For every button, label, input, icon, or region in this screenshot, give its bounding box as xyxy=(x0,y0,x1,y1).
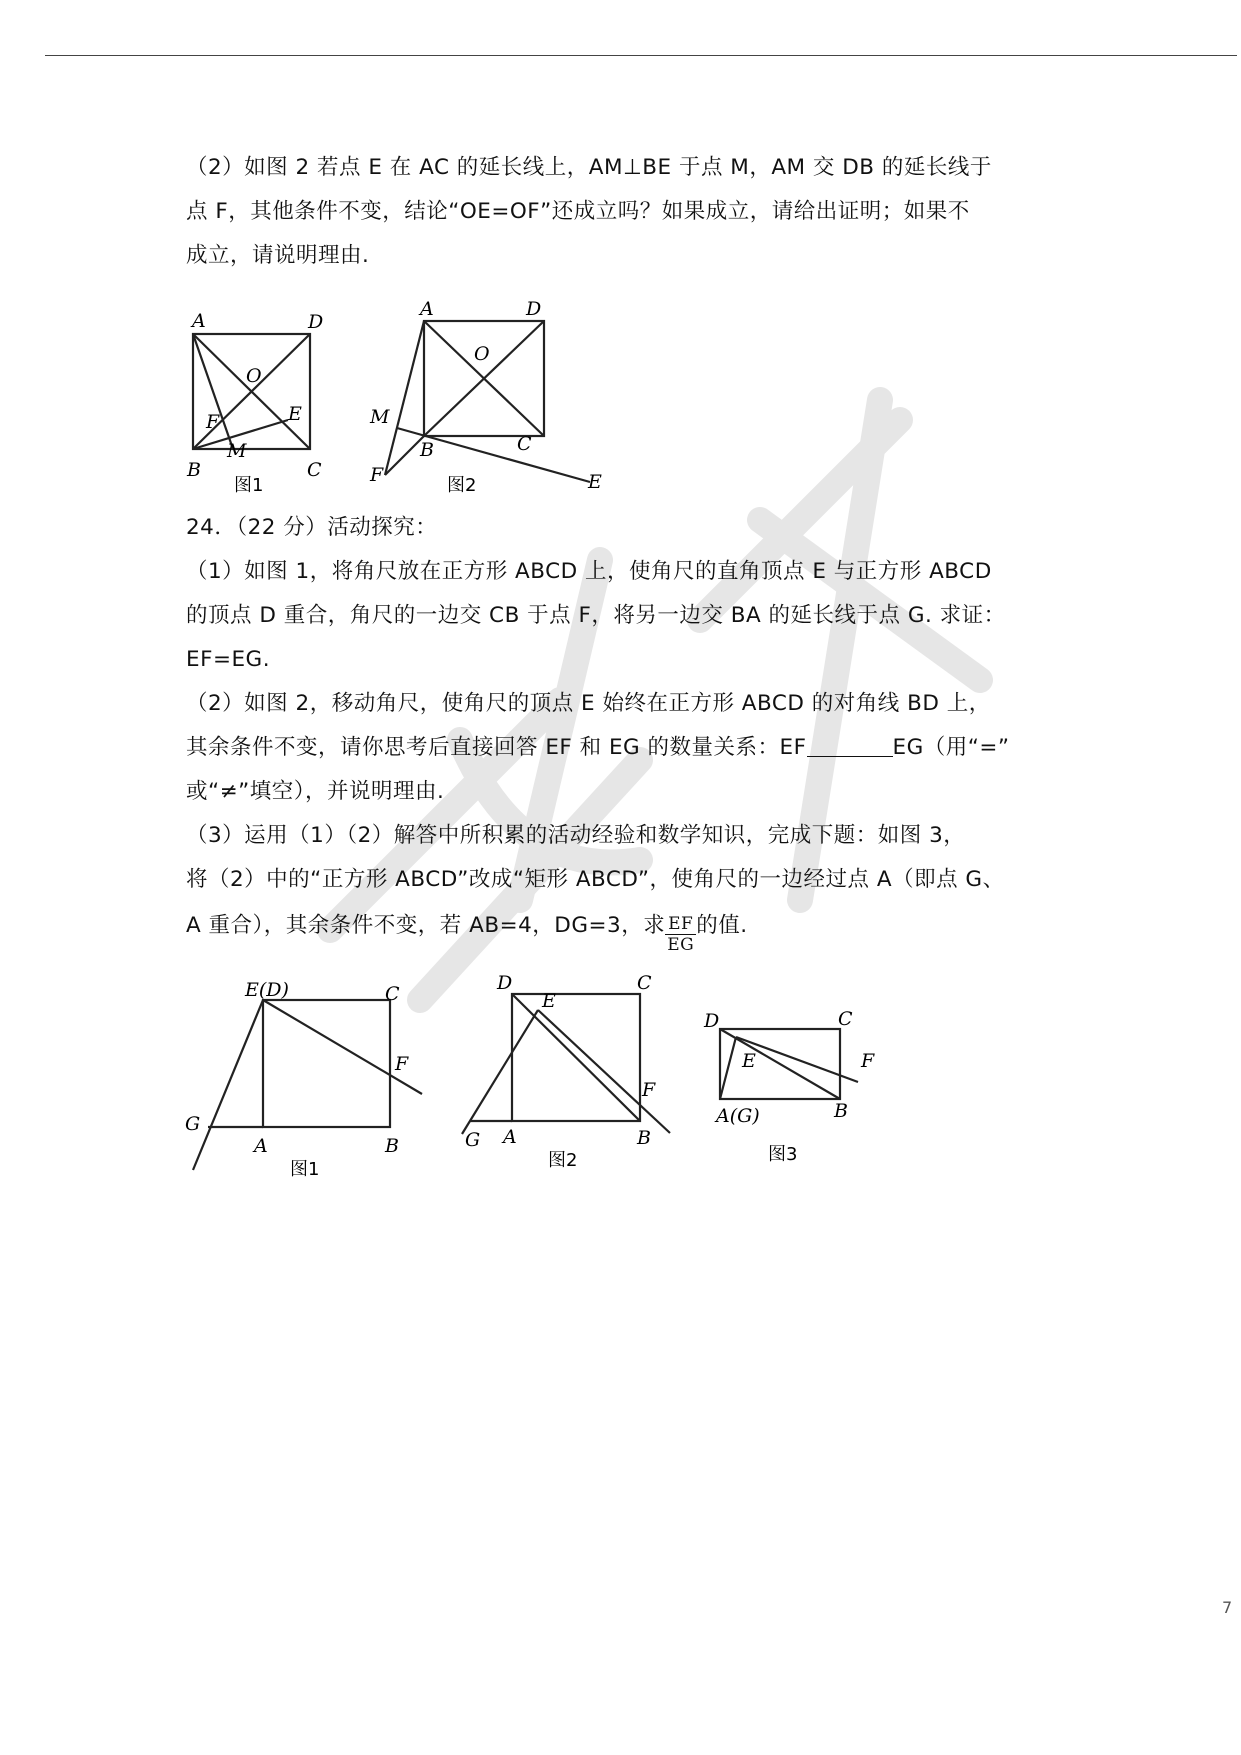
bfig3-caption: 图3 xyxy=(768,1144,798,1165)
fig1-label-C: C xyxy=(307,459,322,481)
q24-p3-line2: 将（2）中的“正方形 ABCD”改成“矩形 ABCD”，使角尺的一边经过点 A（即点 G、 xyxy=(186,867,1005,892)
fraction-numerator: EF xyxy=(665,914,696,935)
bfig3-label-B: B xyxy=(834,1100,848,1122)
q24-title: 24．（22 分）活动探究： xyxy=(186,515,438,540)
q23-line3: 成立，请说明理由. xyxy=(186,243,370,268)
fig1-label-B: B xyxy=(187,459,201,481)
bottom-figures xyxy=(170,970,890,1195)
q24-p2-line2-a: 其余条件不变，请你思考后直接回答 EF 和 EG 的数量关系：EF xyxy=(186,735,807,760)
bfig1-caption: 图1 xyxy=(290,1159,320,1180)
fraction-denominator: EG xyxy=(667,934,695,955)
bfig2-caption: 图2 xyxy=(548,1150,578,1171)
q24-p1-line3: EF=EG. xyxy=(186,647,271,672)
bfig2-label-E: E xyxy=(542,990,556,1012)
fig1-label-E: E xyxy=(288,403,302,425)
q24-p1-line1: （1）如图 1，将角尺放在正方形 ABCD 上，使角尺的直角顶点 E 与正方形 ABCD xyxy=(186,559,992,584)
bfig3-label-E: E xyxy=(742,1050,756,1072)
bfig1-label-A: A xyxy=(254,1135,268,1157)
fig1-label-D: D xyxy=(308,311,324,333)
fig1-caption: 图1 xyxy=(234,475,264,496)
fig2-label-A: A xyxy=(420,298,434,320)
answer-blank[interactable] xyxy=(807,735,893,758)
q24-p3-line3-b: 的值. xyxy=(696,913,748,938)
bfig2-label-B: B xyxy=(637,1127,651,1149)
q24-p2-line2-b: EG（用“=” xyxy=(892,735,1010,760)
bfig1-label-G: G xyxy=(185,1113,201,1135)
fig1-label-O: O xyxy=(246,365,262,387)
bfig2-geometry xyxy=(462,994,670,1134)
ef-over-eg-fraction xyxy=(665,914,696,955)
fig2-label-O: O xyxy=(474,343,490,365)
q24-p2-line2 xyxy=(186,726,1046,770)
fig2-label-M: M xyxy=(370,406,390,428)
q24-p2-line3: 或“≠”填空），并说明理由. xyxy=(186,779,445,804)
q23-line2: 点 F，其他条件不变，结论“OE=OF”还成立吗？如果成立，请给出证明；如果不 xyxy=(186,199,970,224)
fig2-label-F: F xyxy=(370,464,384,486)
bfig2-label-D: D xyxy=(497,972,513,994)
bfig3-label-AG: A(G) xyxy=(716,1105,760,1127)
bfig1-label-C: C xyxy=(385,983,400,1005)
q24-p2-line1: （2）如图 2，移动角尺，使角尺的顶点 E 始终在正方形 ABCD 的对角线 BD 上， xyxy=(186,691,991,716)
fig2-label-C: C xyxy=(517,433,532,455)
fig2-label-E: E xyxy=(588,471,602,493)
fig1-label-M: M xyxy=(227,440,247,462)
bfig2-label-G: G xyxy=(465,1129,481,1151)
bfig2-label-F: F xyxy=(642,1079,656,1101)
bfig1-label-F: F xyxy=(395,1053,409,1075)
bfig2-label-C: C xyxy=(637,972,652,994)
bfig3-label-C: C xyxy=(838,1008,853,1030)
bfig3-label-F: F xyxy=(861,1050,875,1072)
bfig1-label-ED: E(D) xyxy=(245,979,289,1001)
q24-text xyxy=(186,506,1046,955)
q24-p1-line2: 的顶点 D 重合，角尺的一边交 CB 于点 F，将另一边交 BA 的延长线于点 G. 求证： xyxy=(186,603,1006,628)
fig2-label-D: D xyxy=(526,298,542,320)
q24-p3-line3-a: A 重合），其余条件不变，若 AB=4，DG=3，求 xyxy=(186,913,666,938)
page-number: 7 xyxy=(1222,1598,1233,1617)
bfig1-label-B: B xyxy=(385,1135,399,1157)
q24-p3-line3 xyxy=(186,904,1046,955)
bfig3-label-D: D xyxy=(704,1010,720,1032)
bfig2-label-A: A xyxy=(503,1126,517,1148)
bfig3-geometry xyxy=(720,1029,858,1099)
q24-p3-line1: （3）运用（1）（2）解答中所积累的活动经验和数学知识，完成下题：如图 3， xyxy=(186,823,966,848)
fig1-label-A: A xyxy=(192,310,206,332)
fig1-label-F: F xyxy=(206,411,220,433)
q23-part2-text xyxy=(186,146,1046,278)
fig2-label-B: B xyxy=(420,439,434,461)
q23-line1: （2）如图 2 若点 E 在 AC 的延长线上，AM⊥BE 于点 M，AM 交 DB 的延长线于 xyxy=(186,155,992,180)
top-figures xyxy=(170,290,630,505)
fig2-caption: 图2 xyxy=(447,475,477,496)
